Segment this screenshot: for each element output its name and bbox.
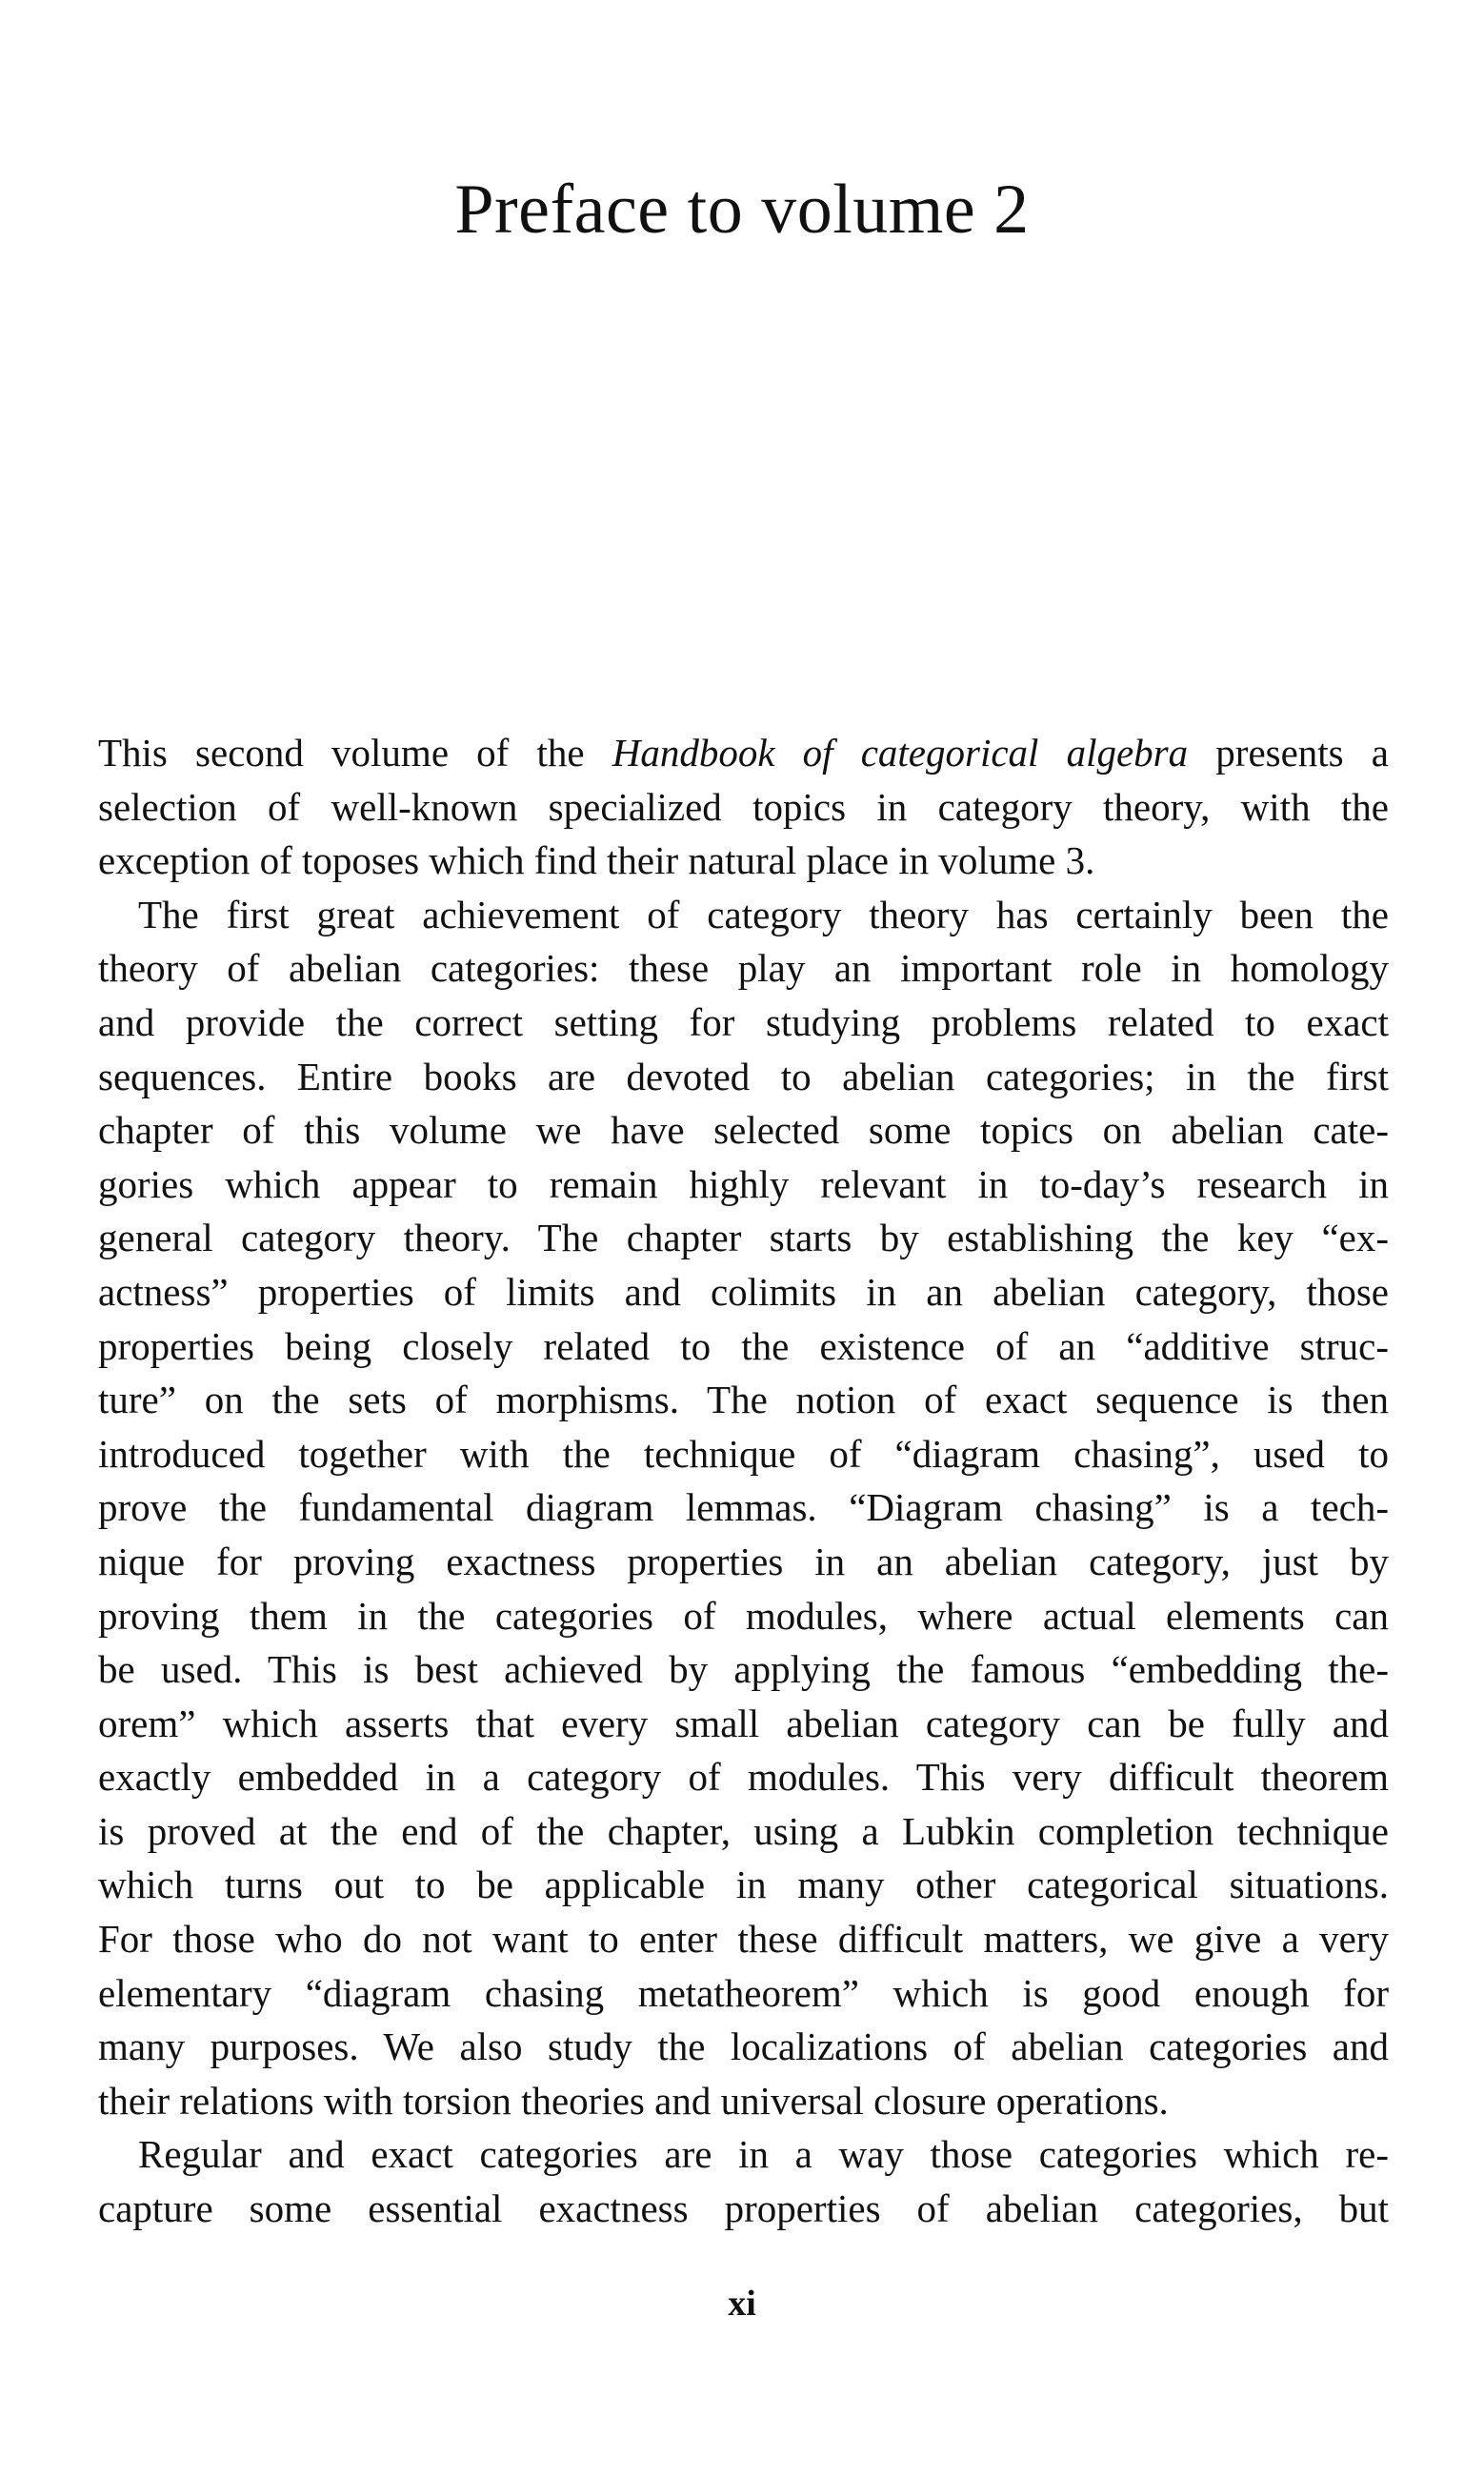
text-segment: The first great achievement of category theory has certainly been the	[138, 892, 1389, 936]
text-segment: selection of well-known specialized topics in category theory, with the	[98, 784, 1389, 829]
text-line	[98, 1265, 1389, 1319]
text-line	[98, 2182, 1389, 2236]
text-line	[98, 1103, 1389, 1158]
text-line	[98, 2074, 1389, 2128]
text-line	[98, 780, 1389, 835]
text-segment: orem” which asserts that every small abelian category can be fully and	[98, 1701, 1389, 1745]
text-line	[98, 888, 1389, 942]
text-segment: proving them in the categories of modules, where actual elements can	[98, 1593, 1389, 1638]
text-segment: be used. This is best achieved by applying the famous “embedding the-	[98, 1647, 1389, 1692]
text-segment: chapter of this volume we have selected some topics on abelian cate-	[98, 1108, 1389, 1153]
text-segment: theory of abelian categories: these play an important role in homology	[98, 946, 1389, 991]
text-line	[98, 1158, 1389, 1212]
text-segment: properties being closely related to the existence of an “additive struc-	[98, 1323, 1389, 1368]
text-segment: presents a	[1188, 731, 1389, 775]
text-line	[98, 1589, 1389, 1643]
text-segment: is proved at the end of the chapter, using a Lubkin completion technique	[98, 1808, 1389, 1853]
text-line	[98, 1697, 1389, 1751]
text-segment: nique for proving exactness properties in an abelian category, just by	[98, 1539, 1389, 1583]
text-line	[98, 1966, 1389, 2021]
text-line	[98, 1535, 1389, 1589]
text-segment: and provide the correct setting for studying problems related to exact	[98, 999, 1389, 1044]
text-segment: prove the fundamental diagram lemmas. “Diagram chasing” is a tech-	[98, 1485, 1389, 1530]
page-title: Preface to volume 2	[454, 171, 1030, 249]
text-segment: introduced together with the technique of “diagram chasing”, used to	[98, 1431, 1389, 1476]
text-line	[98, 1750, 1389, 1804]
text-line	[98, 1642, 1389, 1697]
text-line	[98, 1427, 1389, 1481]
text-line	[98, 726, 1389, 780]
page-number: xi	[728, 2284, 756, 2324]
text-segment: their relations with torsion theories and universal closure operations.	[98, 2078, 1169, 2123]
text-segment: exception of toposes which find their natural place in volume 3.	[98, 838, 1095, 883]
text-line	[98, 1373, 1389, 1427]
text-line	[98, 941, 1389, 996]
paragraph	[98, 888, 1389, 2128]
text-line	[98, 1912, 1389, 1966]
text-line	[98, 1804, 1389, 1859]
text-segment: elementary “diagram chasing metatheorem” which is good enough for	[98, 1970, 1389, 2015]
text-segment: exactly embedded in a category of modules. This very difficult theorem	[98, 1755, 1389, 1800]
text-line	[98, 1050, 1389, 1104]
preface-body	[98, 726, 1389, 2236]
text-line	[98, 1319, 1389, 1374]
text-segment: ture” on the sets of morphisms. The notion of exact sequence is then	[98, 1378, 1389, 1422]
text-segment: general category theory. The chapter starts by establishing the key “ex-	[98, 1216, 1389, 1260]
text-line	[98, 834, 1389, 888]
paragraph	[98, 726, 1389, 888]
text-segment: capture some essential exactness properties of abelian categories, but	[98, 2186, 1389, 2231]
text-segment: many purposes. We also study the localizations of abelian categories and	[98, 2024, 1389, 2069]
book-title-italic: Handbook of categorical algebra	[612, 731, 1189, 775]
text-segment: This second volume of the	[98, 731, 612, 775]
text-line	[98, 1858, 1389, 1912]
text-segment: For those who do not want to enter these difficult matters, we give a very	[98, 1917, 1389, 1962]
paragraph	[98, 2127, 1389, 2235]
text-segment: which turns out to be applicable in many other categorical situations.	[98, 1863, 1389, 1907]
text-line	[98, 2127, 1389, 2182]
text-line	[98, 2020, 1389, 2074]
text-segment: gories which appear to remain highly relevant in to-day’s research in	[98, 1161, 1389, 1206]
text-segment: sequences. Entire books are devoted to abelian categories; in the first	[98, 1054, 1389, 1098]
text-segment: actness” properties of limits and colimits in an abelian category, those	[98, 1269, 1389, 1314]
text-line	[98, 1480, 1389, 1535]
text-line	[98, 996, 1389, 1050]
text-line	[98, 1211, 1389, 1265]
text-segment: Regular and exact categories are in a way those categories which re-	[138, 2132, 1389, 2177]
